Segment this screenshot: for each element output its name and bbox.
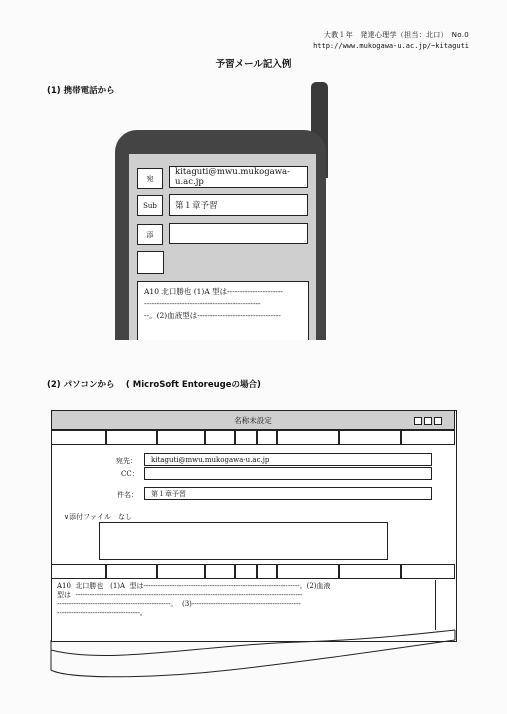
to-label: 宛先： <box>116 457 137 465</box>
toolbar-bottom <box>51 564 455 579</box>
torn-edge-top <box>51 630 455 656</box>
section1-heading: (1) 携帯電話から <box>47 86 115 96</box>
toolbar-button[interactable] <box>106 430 157 445</box>
toolbar-button[interactable] <box>51 564 106 579</box>
subject-field[interactable]: 第１章予習 <box>144 487 432 500</box>
phone-body-line: A10 北口勝也 (1)A 型は---------------------- <box>144 287 283 296</box>
phone-body-line: ---------------------------------------------- <box>144 299 261 308</box>
toolbar-button[interactable] <box>157 564 205 579</box>
toolbar-button[interactable] <box>235 430 257 445</box>
phone-sub-label: Sub <box>137 195 163 216</box>
torn-edge-bottom <box>51 640 455 677</box>
toolbar-button[interactable] <box>205 564 235 579</box>
window-title: 名称未設定 <box>234 415 272 425</box>
toolbar-button[interactable] <box>401 564 455 579</box>
phone-body-text[interactable] <box>137 281 309 340</box>
phone-attach-label: 添 <box>137 224 163 245</box>
phone-subject-field[interactable]: 第１章予習 <box>169 194 308 216</box>
toolbar-button[interactable] <box>339 564 401 579</box>
toolbar-button[interactable] <box>235 564 257 579</box>
course-url: http://www.mukogawa-u.ac.jp/~kitaguti <box>313 42 469 50</box>
torn-edge <box>0 600 507 714</box>
mail-body-line: 型は ------------------------------------------------------------------------------------------------ <box>57 591 303 599</box>
attachment-toggle[interactable]: ∨添付ファイル なし <box>64 513 132 521</box>
attachment-area[interactable] <box>99 522 388 560</box>
toolbar-button[interactable] <box>277 430 339 445</box>
course-header: 大教１年 発達心理学（担当：北口） No.0 <box>323 31 469 39</box>
window-control-icon[interactable] <box>434 417 442 425</box>
to-field[interactable]: kitaguti@mwu.mukogawa-u.ac.jp <box>144 453 432 466</box>
window-controls <box>414 417 442 425</box>
window-control-icon[interactable] <box>414 417 422 425</box>
mail-body-line: -----------------------------------。 <box>57 609 147 617</box>
page-title: 予習メール記入例 <box>215 59 292 70</box>
toolbar-button[interactable] <box>257 564 277 579</box>
subject-label: 件名： <box>117 491 138 499</box>
cc-label: CC： <box>121 470 139 478</box>
mail-body-line: ------------------------------------------------。 (3)---------------------------------------------- <box>57 600 301 608</box>
mail-body-line: A10 北口勝也 (1)A 型は------------------------------------------------------------------。(2)血液 <box>57 582 331 590</box>
window-control-icon[interactable] <box>424 417 432 425</box>
phone-body-line: --。(2)血液型は--------------------------------- <box>144 311 281 320</box>
phone-to-label: 宛 <box>137 168 163 189</box>
phone-to-field[interactable]: kitaguti@mwu.mukogawa-u.ac.jp <box>169 166 308 188</box>
toolbar-button[interactable] <box>401 430 455 445</box>
toolbar-top <box>51 430 455 445</box>
toolbar-button[interactable] <box>339 430 401 445</box>
toolbar-button[interactable] <box>106 564 157 579</box>
window-titlebar[interactable] <box>51 410 455 430</box>
toolbar-button[interactable] <box>257 430 277 445</box>
cc-field[interactable] <box>144 467 432 480</box>
phone-extra-button[interactable] <box>137 251 164 274</box>
section2-heading: (2) パソコンから ( MicroSoft Entoreugeの場合) <box>47 380 261 390</box>
toolbar-button[interactable] <box>157 430 205 445</box>
toolbar-button[interactable] <box>205 430 235 445</box>
toolbar-button[interactable] <box>277 564 339 579</box>
phone-attach-field[interactable] <box>169 223 308 244</box>
toolbar-button[interactable] <box>51 430 106 445</box>
